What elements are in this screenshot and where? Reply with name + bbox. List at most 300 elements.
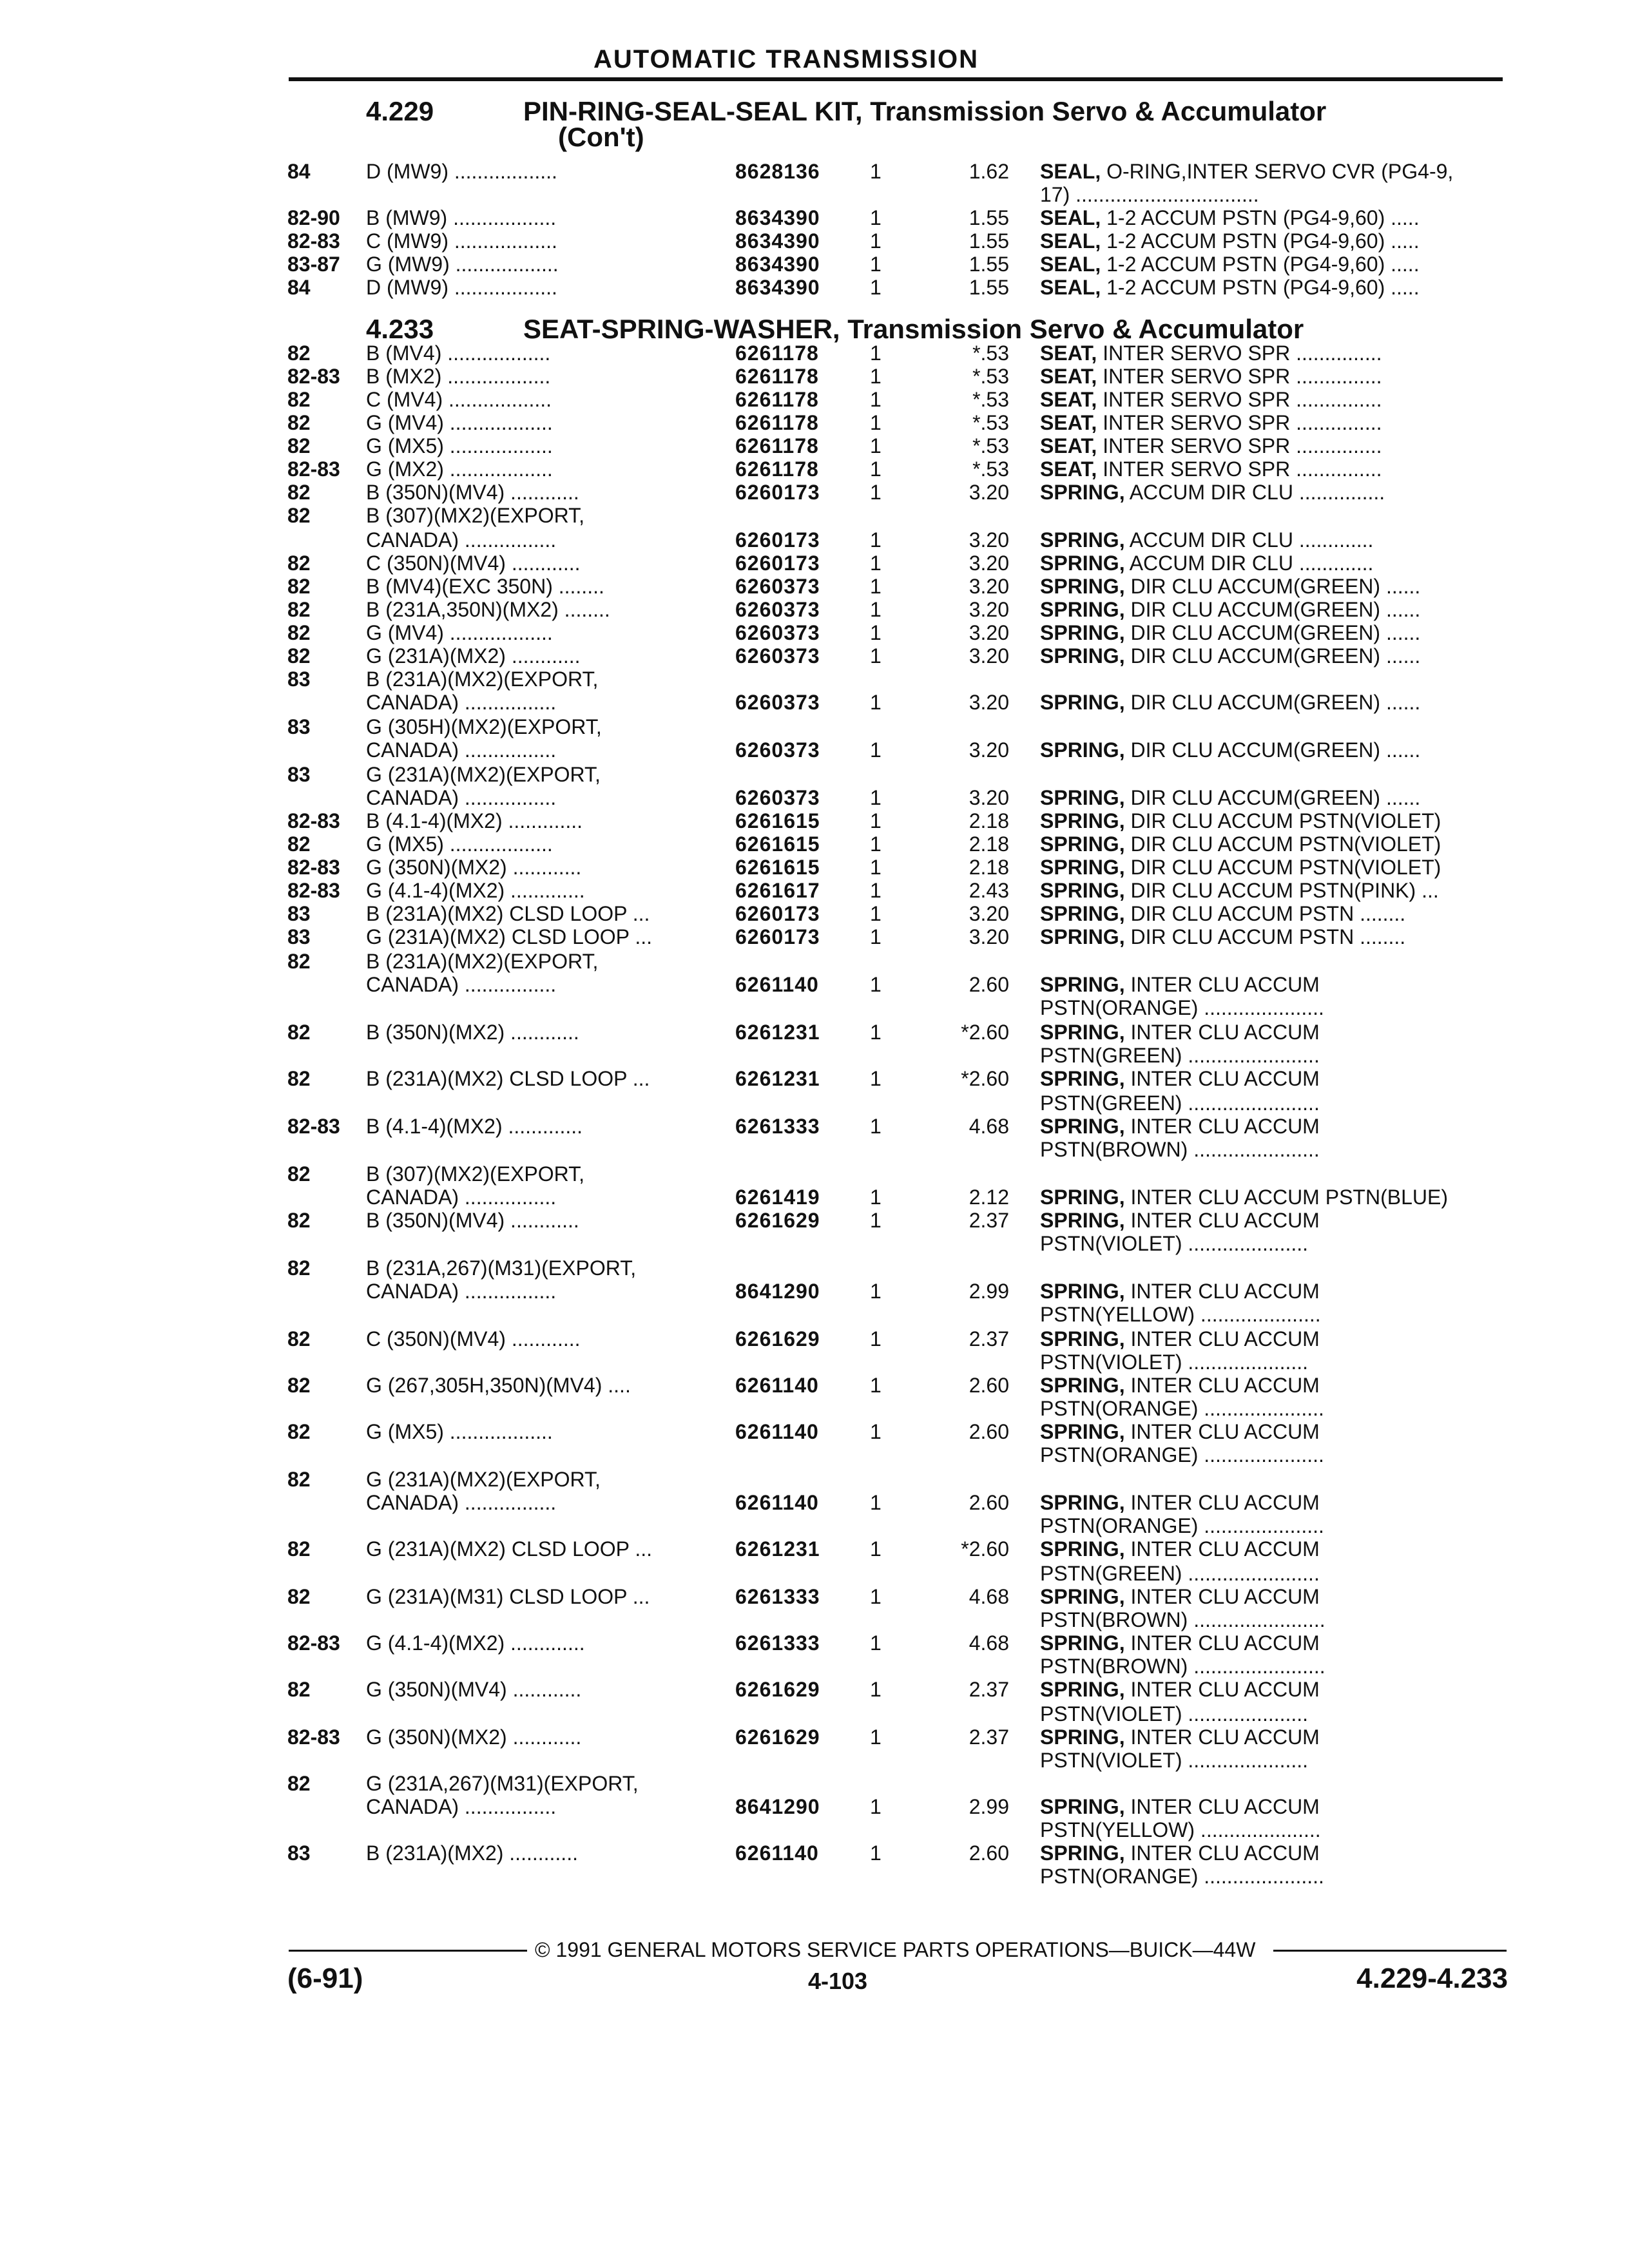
part-number-cell: 6261178: [735, 434, 819, 457]
year-cell: 82: [287, 950, 311, 973]
year-cell: 82: [287, 621, 311, 644]
application-cell: G (305H)(MX2)(EXPORT,: [366, 715, 602, 738]
footer-date-code: (6-91): [287, 1963, 363, 1994]
description-cell: SPRING, INTER CLU ACCUM: [1040, 1280, 1320, 1303]
footer-copyright: © 1991 GENERAL MOTORS SERVICE PARTS OPERATIONS—BUICK—44W: [535, 1938, 1256, 1961]
price-cell: 2.12: [969, 1186, 1009, 1209]
application-cell: B (231A)(MX2)(EXPORT,: [366, 668, 599, 691]
part-number-cell: 6260173: [735, 552, 820, 575]
description-cell: SPRING, DIR CLU ACCUM(GREEN) ......: [1040, 644, 1421, 668]
price-cell: 2.18: [969, 832, 1009, 856]
quantity-cell: 1: [870, 832, 882, 856]
quantity-cell: 1: [870, 1678, 882, 1701]
application-cell: B (231A)(MX2) CLSD LOOP ...: [366, 1067, 650, 1090]
price-cell: 3.20: [969, 598, 1009, 621]
part-number-cell: 6260373: [735, 644, 820, 668]
price-cell: 2.99: [969, 1280, 1009, 1303]
application-cell: CANADA) ................: [366, 691, 557, 714]
quantity-cell: 1: [870, 902, 882, 925]
application-cell: G (MW9) ..................: [366, 253, 559, 276]
footer-page-number: 4-103: [807, 1968, 868, 1994]
description-cell: SPRING, INTER CLU ACCUM: [1040, 973, 1320, 996]
description-cell: SPRING, ACCUM DIR CLU ...............: [1040, 481, 1385, 504]
section-number: 4.233: [366, 314, 434, 344]
description-cell: PSTN(ORANGE) .....................: [1040, 996, 1324, 1019]
part-number-cell: 6261140: [735, 1420, 819, 1443]
quantity-cell: 1: [870, 1841, 882, 1865]
quantity-cell: 1: [870, 1795, 882, 1818]
description-cell: PSTN(VIOLET) .....................: [1040, 1350, 1309, 1374]
description-cell: SEAL, 1-2 ACCUM PSTN (PG4-9,60) .....: [1040, 229, 1420, 253]
part-number-cell: 8634390: [735, 253, 820, 276]
price-cell: 3.20: [969, 481, 1009, 504]
application-cell: B (231A,350N)(MX2) ........: [366, 598, 610, 621]
description-cell: SPRING, INTER CLU ACCUM: [1040, 1725, 1320, 1749]
description-cell: SPRING, INTER CLU ACCUM PSTN(BLUE): [1040, 1186, 1448, 1209]
part-number-cell: 6261178: [735, 341, 819, 365]
application-cell: C (MW9) ..................: [366, 229, 557, 253]
section-title: SEAT-SPRING-WASHER, Transmission Servo & Accumulator: [523, 314, 1304, 344]
part-number-cell: 6261140: [735, 973, 819, 996]
quantity-cell: 1: [870, 1021, 882, 1044]
section-continued: (Con't): [558, 122, 644, 152]
description-cell: PSTN(ORANGE) .....................: [1040, 1865, 1324, 1888]
application-cell: D (MW9) ..................: [366, 276, 557, 299]
price-cell: 1.62: [969, 160, 1009, 183]
part-number-cell: 8634390: [735, 229, 820, 253]
application-cell: B (4.1-4)(MX2) .............: [366, 1115, 583, 1138]
price-cell: 3.20: [969, 925, 1009, 948]
description-cell: SPRING, INTER CLU ACCUM: [1040, 1067, 1320, 1090]
price-cell: *.53: [972, 341, 1009, 365]
year-cell: 83: [287, 902, 311, 925]
part-number-cell: 6261615: [735, 809, 820, 832]
part-number-cell: 6260173: [735, 902, 820, 925]
price-cell: *.53: [972, 457, 1009, 481]
description-cell: PSTN(ORANGE) .....................: [1040, 1397, 1324, 1420]
description-cell: PSTN(GREEN) .......................: [1040, 1044, 1320, 1067]
description-cell: SPRING, DIR CLU ACCUM PSTN ........: [1040, 925, 1406, 948]
quantity-cell: 1: [870, 457, 882, 481]
description-cell: SEAL, 1-2 ACCUM PSTN (PG4-9,60) .....: [1040, 276, 1420, 299]
quantity-cell: 1: [870, 160, 882, 183]
application-cell: B (4.1-4)(MX2) .............: [366, 809, 583, 832]
quantity-cell: 1: [870, 206, 882, 229]
price-cell: 2.99: [969, 1795, 1009, 1818]
application-cell: B (MX2) ..................: [366, 365, 551, 388]
description-cell: SPRING, INTER CLU ACCUM: [1040, 1491, 1320, 1514]
description-cell: SPRING, DIR CLU ACCUM PSTN(PINK) ...: [1040, 879, 1439, 902]
part-number-cell: 6260173: [735, 925, 820, 948]
part-number-cell: 6260373: [735, 691, 820, 714]
quantity-cell: 1: [870, 1420, 882, 1443]
application-cell: G (MX5) ..................: [366, 1420, 553, 1443]
footer-section-range: 4.229-4.233: [1356, 1963, 1508, 1994]
quantity-cell: 1: [870, 434, 882, 457]
description-cell: PSTN(YELLOW) .....................: [1040, 1303, 1321, 1326]
part-number-cell: 6261231: [735, 1537, 820, 1561]
description-cell: SPRING, INTER CLU ACCUM: [1040, 1631, 1320, 1655]
description-cell: SPRING, ACCUM DIR CLU .............: [1040, 528, 1374, 552]
description-cell: SPRING, INTER CLU ACCUM: [1040, 1678, 1320, 1701]
description-cell: SPRING, INTER CLU ACCUM: [1040, 1021, 1320, 1044]
application-cell: G (231A)(MX2) CLSD LOOP ...: [366, 925, 652, 948]
description-cell: PSTN(ORANGE) .....................: [1040, 1514, 1324, 1537]
description-cell: SEAT, INTER SERVO SPR ...............: [1040, 388, 1382, 411]
description-cell: PSTN(ORANGE) .....................: [1040, 1443, 1324, 1466]
header-rule: [289, 77, 1503, 81]
price-cell: *2.60: [961, 1067, 1009, 1090]
description-cell: PSTN(VIOLET) .....................: [1040, 1749, 1309, 1772]
quantity-cell: 1: [870, 552, 882, 575]
application-cell: B (231A)(MX2)(EXPORT,: [366, 950, 599, 973]
year-cell: 82: [287, 504, 311, 527]
application-cell: B (350N)(MV4) ............: [366, 481, 579, 504]
application-cell: B (MV4) ..................: [366, 341, 551, 365]
price-cell: *2.60: [961, 1537, 1009, 1561]
application-cell: CANADA) ................: [366, 738, 557, 762]
price-cell: *2.60: [961, 1021, 1009, 1044]
part-number-cell: 6261178: [735, 411, 819, 434]
year-cell: 82: [287, 1327, 311, 1350]
application-cell: B (MV4)(EXC 350N) ........: [366, 575, 604, 598]
price-cell: 2.18: [969, 809, 1009, 832]
part-number-cell: 6261140: [735, 1491, 819, 1514]
application-cell: G (4.1-4)(MX2) .............: [366, 1631, 585, 1655]
year-cell: 82-90: [287, 206, 340, 229]
year-cell: 82: [287, 1468, 311, 1491]
application-cell: B (231A,267)(M31)(EXPORT,: [366, 1256, 637, 1280]
description-cell: SPRING, INTER CLU ACCUM: [1040, 1115, 1320, 1138]
price-cell: 3.20: [969, 621, 1009, 644]
application-cell: G (231A)(MX2) CLSD LOOP ...: [366, 1537, 652, 1561]
year-cell: 82: [287, 644, 311, 668]
application-cell: G (MX5) ..................: [366, 832, 553, 856]
price-cell: 2.60: [969, 1420, 1009, 1443]
application-cell: CANADA) ................: [366, 973, 557, 996]
part-number-cell: 6261629: [735, 1327, 820, 1350]
price-cell: 4.68: [969, 1115, 1009, 1138]
description-cell: SPRING, INTER CLU ACCUM: [1040, 1585, 1320, 1608]
description-cell: PSTN(VIOLET) .....................: [1040, 1702, 1309, 1725]
price-cell: 3.20: [969, 644, 1009, 668]
price-cell: 3.20: [969, 738, 1009, 762]
description-cell: SPRING, DIR CLU ACCUM PSTN(VIOLET): [1040, 856, 1441, 879]
part-number-cell: 6261231: [735, 1021, 820, 1044]
description-cell: SEAT, INTER SERVO SPR ...............: [1040, 365, 1382, 388]
part-number-cell: 6261617: [735, 879, 820, 902]
year-cell: 83-87: [287, 253, 340, 276]
quantity-cell: 1: [870, 1280, 882, 1303]
application-cell: G (4.1-4)(MX2) .............: [366, 879, 585, 902]
year-cell: 82: [287, 1021, 311, 1044]
application-cell: C (350N)(MV4) ............: [366, 552, 581, 575]
application-cell: CANADA) ................: [366, 786, 557, 809]
part-number-cell: 8641290: [735, 1280, 820, 1303]
quantity-cell: 1: [870, 1067, 882, 1090]
part-number-cell: 6261419: [735, 1186, 820, 1209]
part-number-cell: 8634390: [735, 276, 820, 299]
application-cell: G (350N)(MV4) ............: [366, 1678, 582, 1701]
year-cell: 82-83: [287, 1115, 340, 1138]
application-cell: G (231A)(M31) CLSD LOOP ...: [366, 1585, 650, 1608]
application-cell: G (231A)(MX2)(EXPORT,: [366, 763, 601, 786]
price-cell: 2.43: [969, 879, 1009, 902]
part-number-cell: 8641290: [735, 1795, 820, 1818]
price-cell: 4.68: [969, 1585, 1009, 1608]
year-cell: 82: [287, 1585, 311, 1608]
part-number-cell: 6261178: [735, 365, 819, 388]
year-cell: 82-83: [287, 365, 340, 388]
quantity-cell: 1: [870, 973, 882, 996]
description-cell: PSTN(BROWN) .......................: [1040, 1655, 1325, 1678]
year-cell: 82: [287, 552, 311, 575]
year-cell: 82: [287, 1420, 311, 1443]
application-cell: CANADA) ................: [366, 1186, 557, 1209]
quantity-cell: 1: [870, 1186, 882, 1209]
quantity-cell: 1: [870, 1327, 882, 1350]
description-cell: SPRING, DIR CLU ACCUM(GREEN) ......: [1040, 598, 1421, 621]
part-number-cell: 6261231: [735, 1067, 820, 1090]
year-cell: 82-83: [287, 809, 340, 832]
part-number-cell: 6261140: [735, 1374, 819, 1397]
description-cell: SPRING, DIR CLU ACCUM PSTN ........: [1040, 902, 1406, 925]
description-cell: SEAT, INTER SERVO SPR ...............: [1040, 411, 1382, 434]
price-cell: 2.60: [969, 1491, 1009, 1514]
price-cell: 2.60: [969, 973, 1009, 996]
description-cell: SPRING, DIR CLU ACCUM(GREEN) ......: [1040, 738, 1421, 762]
application-cell: B (MW9) ..................: [366, 206, 557, 229]
application-cell: G (MV4) ..................: [366, 621, 553, 644]
description-cell: SPRING, DIR CLU ACCUM(GREEN) ......: [1040, 575, 1421, 598]
description-cell: SPRING, INTER CLU ACCUM: [1040, 1327, 1320, 1350]
price-cell: 1.55: [969, 206, 1009, 229]
year-cell: 82: [287, 481, 311, 504]
price-cell: 2.18: [969, 856, 1009, 879]
quantity-cell: 1: [870, 1209, 882, 1232]
quantity-cell: 1: [870, 598, 882, 621]
year-cell: 82-83: [287, 457, 340, 481]
page-header-title: AUTOMATIC TRANSMISSION: [593, 45, 979, 73]
quantity-cell: 1: [870, 253, 882, 276]
description-cell: PSTN(BROWN) ......................: [1040, 1138, 1320, 1161]
application-cell: G (231A)(MX2) ............: [366, 644, 581, 668]
year-cell: 83: [287, 1841, 311, 1865]
year-cell: 83: [287, 763, 311, 786]
year-cell: 82: [287, 832, 311, 856]
application-cell: C (350N)(MV4) ............: [366, 1327, 581, 1350]
year-cell: 82: [287, 1067, 311, 1090]
price-cell: *.53: [972, 365, 1009, 388]
price-cell: *.53: [972, 388, 1009, 411]
application-cell: CANADA) ................: [366, 1795, 557, 1818]
description-cell: SPRING, DIR CLU ACCUM(GREEN) ......: [1040, 621, 1421, 644]
price-cell: 2.60: [969, 1374, 1009, 1397]
part-number-cell: 6261615: [735, 832, 820, 856]
price-cell: 4.68: [969, 1631, 1009, 1655]
application-cell: G (MX5) ..................: [366, 434, 553, 457]
price-cell: 2.37: [969, 1725, 1009, 1749]
description-cell: SPRING, INTER CLU ACCUM: [1040, 1209, 1320, 1232]
price-cell: 2.37: [969, 1678, 1009, 1701]
year-cell: 82-83: [287, 856, 340, 879]
description-cell: SEAL, O-RING,INTER SERVO CVR (PG4-9,: [1040, 160, 1454, 183]
year-cell: 83: [287, 925, 311, 948]
description-cell: PSTN(BROWN) .......................: [1040, 1608, 1325, 1631]
quantity-cell: 1: [870, 1374, 882, 1397]
year-cell: 82: [287, 575, 311, 598]
year-cell: 82: [287, 1537, 311, 1561]
year-cell: 82: [287, 1374, 311, 1397]
part-number-cell: 8628136: [735, 160, 820, 183]
year-cell: 82: [287, 1678, 311, 1701]
year-cell: 82: [287, 598, 311, 621]
quantity-cell: 1: [870, 341, 882, 365]
description-cell: SPRING, INTER CLU ACCUM: [1040, 1841, 1320, 1865]
part-number-cell: 6260373: [735, 621, 820, 644]
part-number-cell: 6260373: [735, 786, 820, 809]
application-cell: B (307)(MX2)(EXPORT,: [366, 504, 585, 527]
description-cell: PSTN(GREEN) .......................: [1040, 1562, 1320, 1585]
description-cell: SPRING, INTER CLU ACCUM: [1040, 1420, 1320, 1443]
quantity-cell: 1: [870, 1725, 882, 1749]
quantity-cell: 1: [870, 786, 882, 809]
description-cell: 17) ................................: [1040, 183, 1259, 206]
quantity-cell: 1: [870, 1115, 882, 1138]
description-cell: SPRING, DIR CLU ACCUM(GREEN) ......: [1040, 691, 1421, 714]
price-cell: 3.20: [969, 691, 1009, 714]
description-cell: SEAL, 1-2 ACCUM PSTN (PG4-9,60) .....: [1040, 206, 1420, 229]
application-cell: CANADA) ................: [366, 528, 557, 552]
application-cell: G (350N)(MX2) ............: [366, 856, 582, 879]
price-cell: 3.20: [969, 575, 1009, 598]
footer-rule-right: [1273, 1950, 1507, 1952]
price-cell: *.53: [972, 411, 1009, 434]
description-cell: SPRING, DIR CLU ACCUM PSTN(VIOLET): [1040, 809, 1441, 832]
application-cell: G (MX2) ..................: [366, 457, 553, 481]
application-cell: G (MV4) ..................: [366, 411, 553, 434]
price-cell: 1.55: [969, 253, 1009, 276]
part-number-cell: 6261333: [735, 1115, 820, 1138]
price-cell: 3.20: [969, 902, 1009, 925]
price-cell: 1.55: [969, 276, 1009, 299]
year-cell: 82: [287, 341, 311, 365]
part-number-cell: 6261629: [735, 1209, 820, 1232]
quantity-cell: 1: [870, 229, 882, 253]
quantity-cell: 1: [870, 365, 882, 388]
part-number-cell: 6260173: [735, 528, 820, 552]
section-title: PIN-RING-SEAL-SEAL KIT, Transmission Servo & Accumulator: [523, 96, 1327, 126]
price-cell: 3.20: [969, 786, 1009, 809]
quantity-cell: 1: [870, 1491, 882, 1514]
application-cell: D (MW9) ..................: [366, 160, 557, 183]
quantity-cell: 1: [870, 925, 882, 948]
quantity-cell: 1: [870, 411, 882, 434]
quantity-cell: 1: [870, 1537, 882, 1561]
year-cell: 82-83: [287, 1631, 340, 1655]
application-cell: G (267,305H,350N)(MV4) ....: [366, 1374, 631, 1397]
application-cell: B (350N)(MX2) ............: [366, 1021, 579, 1044]
quantity-cell: 1: [870, 738, 882, 762]
application-cell: B (231A)(MX2) ............: [366, 1841, 578, 1865]
section-number: 4.229: [366, 96, 434, 126]
year-cell: 82-83: [287, 229, 340, 253]
price-cell: 1.55: [969, 229, 1009, 253]
price-cell: 3.20: [969, 552, 1009, 575]
year-cell: 82: [287, 1209, 311, 1232]
year-cell: 83: [287, 715, 311, 738]
part-number-cell: 6261140: [735, 1841, 819, 1865]
year-cell: 82-83: [287, 1725, 340, 1749]
description-cell: SPRING, ACCUM DIR CLU .............: [1040, 552, 1374, 575]
price-cell: 2.37: [969, 1209, 1009, 1232]
part-number-cell: 6260373: [735, 738, 820, 762]
part-number-cell: 6261333: [735, 1631, 820, 1655]
application-cell: B (231A)(MX2) CLSD LOOP ...: [366, 902, 650, 925]
quantity-cell: 1: [870, 481, 882, 504]
part-number-cell: 6261615: [735, 856, 820, 879]
description-cell: PSTN(GREEN) .......................: [1040, 1091, 1320, 1115]
footer-rule-left: [289, 1950, 527, 1952]
description-cell: SEAT, INTER SERVO SPR ...............: [1040, 341, 1382, 365]
description-cell: SEAL, 1-2 ACCUM PSTN (PG4-9,60) .....: [1040, 253, 1420, 276]
description-cell: PSTN(VIOLET) .....................: [1040, 1232, 1309, 1255]
application-cell: G (231A)(MX2)(EXPORT,: [366, 1468, 601, 1491]
year-cell: 82: [287, 388, 311, 411]
quantity-cell: 1: [870, 388, 882, 411]
quantity-cell: 1: [870, 644, 882, 668]
description-cell: SEAT, INTER SERVO SPR ...............: [1040, 457, 1382, 481]
quantity-cell: 1: [870, 1631, 882, 1655]
price-cell: 3.20: [969, 528, 1009, 552]
part-number-cell: 6261178: [735, 388, 819, 411]
description-cell: SPRING, DIR CLU ACCUM PSTN(VIOLET): [1040, 832, 1441, 856]
part-number-cell: 6261629: [735, 1725, 820, 1749]
quantity-cell: 1: [870, 691, 882, 714]
price-cell: *.53: [972, 434, 1009, 457]
part-number-cell: 6261629: [735, 1678, 820, 1701]
application-cell: B (307)(MX2)(EXPORT,: [366, 1162, 585, 1186]
description-cell: SEAT, INTER SERVO SPR ...............: [1040, 434, 1382, 457]
year-cell: 84: [287, 276, 311, 299]
year-cell: 82: [287, 1772, 311, 1795]
quantity-cell: 1: [870, 276, 882, 299]
application-cell: CANADA) ................: [366, 1280, 557, 1303]
quantity-cell: 1: [870, 1585, 882, 1608]
description-cell: PSTN(YELLOW) .....................: [1040, 1818, 1321, 1841]
quantity-cell: 1: [870, 575, 882, 598]
application-cell: CANADA) ................: [366, 1491, 557, 1514]
part-number-cell: 6261178: [735, 457, 819, 481]
quantity-cell: 1: [870, 879, 882, 902]
description-cell: SPRING, INTER CLU ACCUM: [1040, 1795, 1320, 1818]
part-number-cell: 6260373: [735, 575, 820, 598]
year-cell: 82-83: [287, 879, 340, 902]
year-cell: 82: [287, 411, 311, 434]
quantity-cell: 1: [870, 621, 882, 644]
quantity-cell: 1: [870, 809, 882, 832]
year-cell: 84: [287, 160, 311, 183]
part-number-cell: 8634390: [735, 206, 820, 229]
application-cell: C (MV4) ..................: [366, 388, 552, 411]
application-cell: G (350N)(MX2) ............: [366, 1725, 582, 1749]
price-cell: 2.60: [969, 1841, 1009, 1865]
year-cell: 82: [287, 1162, 311, 1186]
description-cell: SPRING, DIR CLU ACCUM(GREEN) ......: [1040, 786, 1421, 809]
quantity-cell: 1: [870, 528, 882, 552]
application-cell: G (231A,267)(M31)(EXPORT,: [366, 1772, 639, 1795]
application-cell: B (350N)(MV4) ............: [366, 1209, 579, 1232]
